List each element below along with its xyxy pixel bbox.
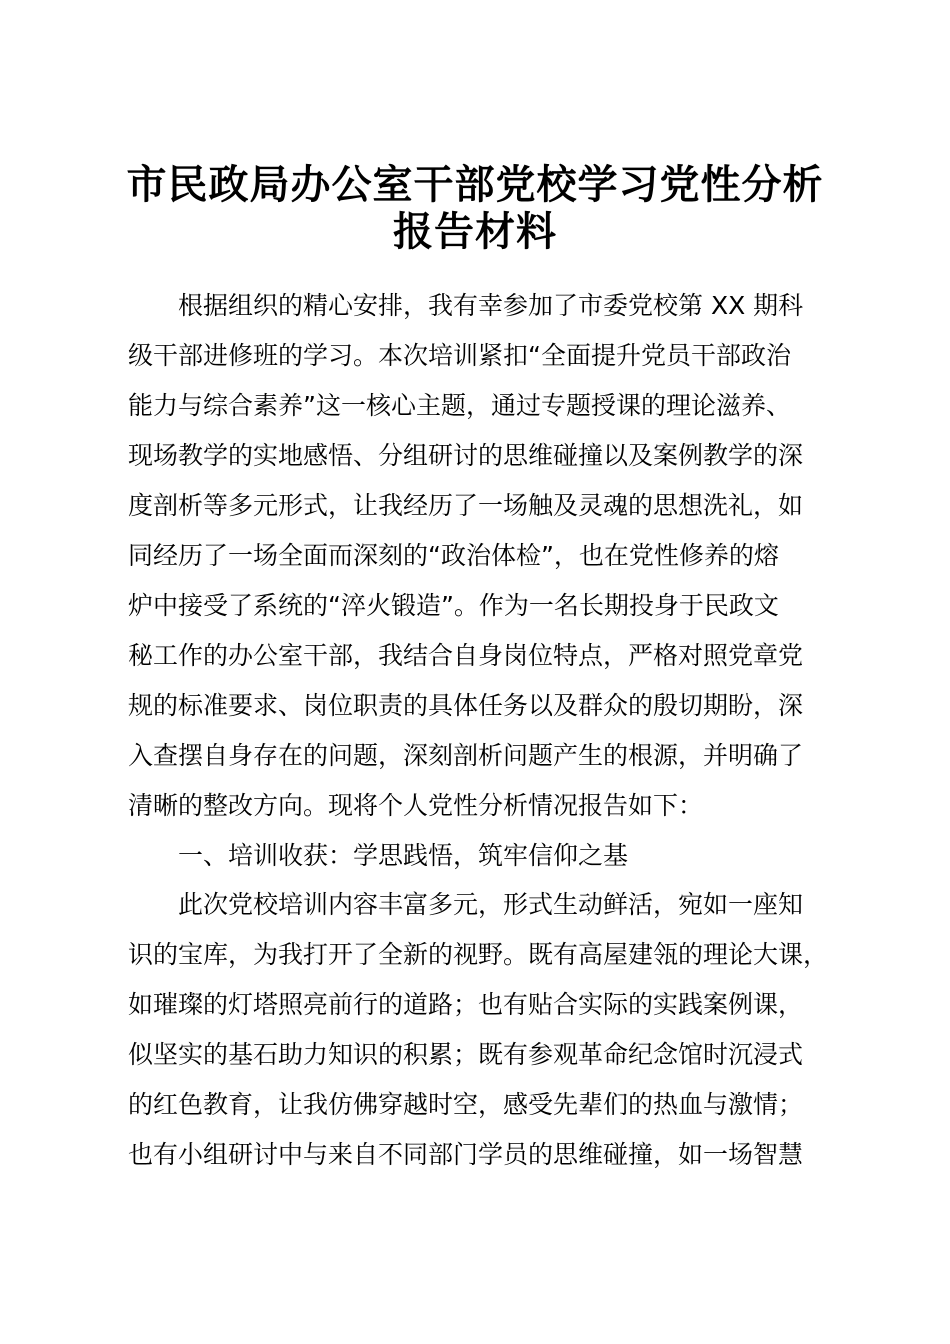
intro-paragraph-line: 清晰的整改方向。现将个人党性分析情况报告如下： — [128, 791, 704, 820]
section-paragraph-line: 如璀璨的灯塔照亮前行的道路；也有贴合实际的实践案例课， — [128, 990, 804, 1019]
intro-paragraph-line: 度剖析等多元形式，让我经历了一场触及灵魂的思想洗礼，如 — [128, 491, 804, 520]
intro-paragraph-line: 秘工作的办公室干部，我结合自身岗位特点，严格对照党章党 — [128, 641, 804, 670]
section-paragraph-line: 似坚实的基石助力知识的积累；既有参观革命纪念馆时沉浸式 — [128, 1040, 804, 1069]
intro-paragraph-line: 根据组织的精心安排，我有幸参加了市委党校第 XX 期科 — [178, 291, 804, 320]
section-heading: 一、培训收获：学思践悟，筑牢信仰之基 — [178, 841, 629, 870]
intro-paragraph-line: 入查摆自身存在的问题，深刻剖析问题产生的根源，并明确了 — [128, 741, 804, 770]
document-title-line-2: 报告材料 — [393, 208, 557, 255]
intro-paragraph-line: 同经历了一场全面而深刻的“政治体检”，也在党性修养的熔 — [128, 541, 779, 570]
section-paragraph-line: 此次党校培训内容丰富多元，形式生动鲜活，宛如一座知 — [178, 890, 804, 919]
section-paragraph-line: 识的宝库，为我打开了全新的视野。既有高屋建瓴的理论大课， — [128, 940, 829, 969]
intro-paragraph-line: 能力与综合素养”这一核心主题，通过专题授课的理论滋养、 — [128, 391, 791, 420]
document-title-line-1: 市民政局办公室干部党校学习党性分析 — [126, 161, 824, 208]
intro-paragraph-line: 炉中接受了系统的“淬火锻造”。作为一名长期投身于民政文 — [128, 591, 779, 620]
section-paragraph-line: 的红色教育，让我仿佛穿越时空，感受先辈们的热血与激情； — [128, 1090, 804, 1119]
intro-paragraph-line: 级干部进修班的学习。本次培训紧扣“全面提升党员干部政治 — [128, 341, 791, 370]
section-paragraph-line: 也有小组研讨中与来自不同部门学员的思维碰撞，如一场智慧 — [128, 1140, 804, 1169]
intro-paragraph-line: 现场教学的实地感悟、分组研讨的思维碰撞以及案例教学的深 — [128, 441, 804, 470]
intro-paragraph-line: 规的标准要求、岗位职责的具体任务以及群众的殷切期盼，深 — [128, 691, 804, 720]
